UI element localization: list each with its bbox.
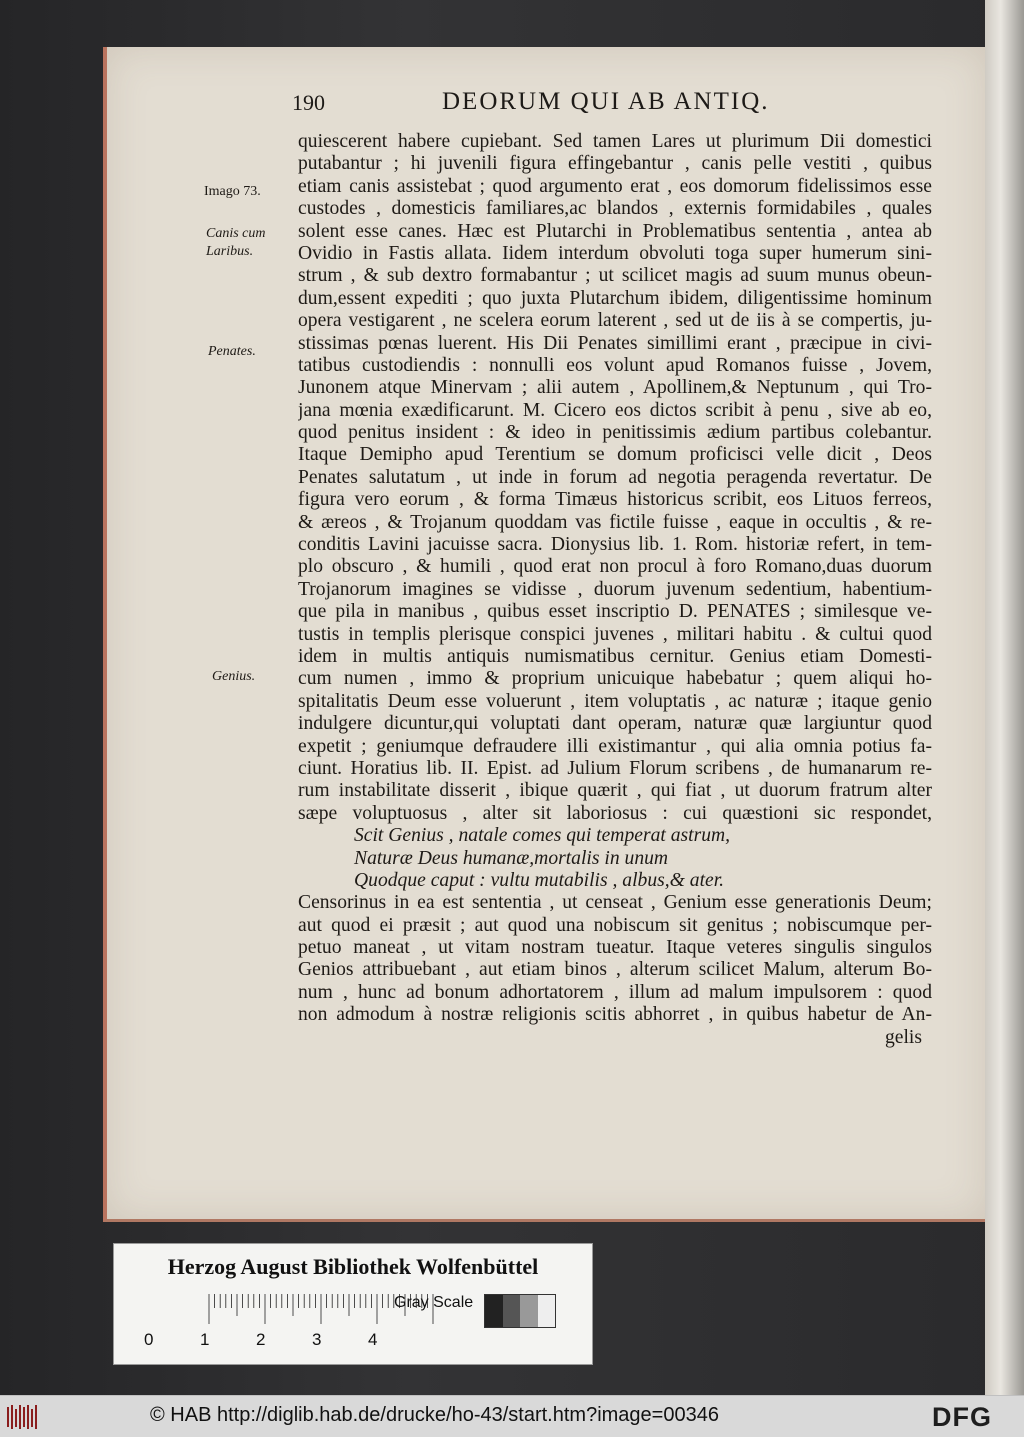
text-line: jana mœnia exædificarunt. M. Cicero eos dictos scribit à penu , sive ab eo, xyxy=(298,399,932,421)
text-line: strum , & sub dextro formabantur ; ut scilicet magis ad suum munus obeun- xyxy=(298,265,932,287)
text-line: & æreos , & Trojanum quoddam vas fictile fuisse , eaque in occultis , & re- xyxy=(298,511,932,533)
text-line: Trojanorum imagines se vidisse , duorum juvenum sedentium, habentium- xyxy=(298,578,932,600)
running-head: DEORUM QUI AB ANTIQ. xyxy=(442,88,770,115)
text-line: Ovidio in Fastis allata. Iidem interdum obvoluti toga super humerum sini- xyxy=(298,242,932,264)
margin-note-genius: Genius. xyxy=(212,669,256,684)
text-line: quiescerent habere cupiebant. Sed tamen Lares ut plurimum Dii domestici xyxy=(298,131,932,152)
gray-scale-swatches xyxy=(484,1294,556,1328)
text-line: Penates salutatum , ut inde in forum ad negotia peragenda revertatur. De xyxy=(298,466,932,488)
text-line: expetit ; geniumque defraudere illi existimantur , qui alia omnia potius fa- xyxy=(298,735,932,757)
page-number: 190 xyxy=(292,90,325,115)
text-line: custodes , domesticis familiares,ac blandos , externis formidabiles , quales xyxy=(298,198,932,220)
text-line: rum instabilitate disserit , ibique quærit , qui fiat , ut duorum fratrum alter xyxy=(298,780,932,802)
ruler-number: 4 xyxy=(368,1330,378,1349)
catchword: gelis xyxy=(884,1026,922,1048)
text-line: quod penitus insident : & ideo in penitissimis ædium partibus colebantur. xyxy=(298,422,932,444)
text-line: plo obscuro , & humili , quod erat non procul à foro Romano,duas duorum xyxy=(298,556,932,578)
library-label-card xyxy=(113,1243,593,1365)
text-line: stissimas pœnas luerent. His Dii Penates simillimi erant , præcipue in civi- xyxy=(298,332,932,354)
text-line: tustis in templis plerisque conspici juvenes , militari habitu . & cultui quod xyxy=(298,623,932,645)
text-line: tatibus custodiendis : nonnulli eos volunt apud Romanos fuisse , Jovem, xyxy=(298,354,932,376)
text-line: idem in multis antiquis numismatibus cernitur. Genius etiam Domesti- xyxy=(298,645,932,667)
footer-bar xyxy=(0,1395,1024,1437)
gray-scale-label: Gray Scale xyxy=(394,1294,474,1311)
text-line: Censorinus in ea est sententia , ut censeat , Genium esse generationis Deum; xyxy=(298,892,932,914)
text-line: spitalitatis Deum esse voluerunt , item voluptatis , ac naturæ ; itaque genio xyxy=(298,690,932,712)
citation-link[interactable]: © HAB http://diglib.hab.de/drucke/ho-43/start.htm?image=00346 xyxy=(150,1404,719,1426)
verse-line: Naturæ Deus humanæ,mortalis in unum xyxy=(354,847,669,869)
margin-note-canis: Canis cum Laribus. xyxy=(206,226,266,259)
hab-logo-icon xyxy=(6,1403,40,1431)
text-line: aut quod ei præsit ; aut quod una nobiscum sit genitus ; nobiscumque per- xyxy=(298,914,932,936)
text-line: figura vero eorum , & forma Timæus historicus scribit, eos Lituos ferreos, xyxy=(298,489,932,511)
text-line: etiam canis assistebat ; quod argumento erat , eos domorum fidelissimos esse xyxy=(298,175,932,197)
margin-note-penates: Penates. xyxy=(208,344,256,359)
ruler-number: 1 xyxy=(200,1330,210,1349)
text-line: petuo maneat , ut vitam nostram tueatur. Itaque veteres singulis singulos xyxy=(298,937,932,959)
text-line: opera vestigarent , ne scelera eorum laterent , sed ut de iis à se compertis, ju- xyxy=(298,310,932,332)
verse-line: Scit Genius , natale comes qui temperat astrum, xyxy=(354,825,731,847)
text-line: que pila in manibus , quibus esset inscriptio D. PENATES ; similesque ve- xyxy=(298,601,932,623)
text-line: ciunt. Horatius lib. II. Epist. ad Julium Florum scribens , de humanarum re- xyxy=(298,757,932,779)
page-edge-strip xyxy=(985,0,1024,1395)
text-line: dum,essent expediti ; quo juxta Plutarchum ibidem, diligentissime hominum xyxy=(298,287,932,309)
library-name: Herzog August Bibliothek Wolfenbüttel xyxy=(167,1254,539,1279)
text-line: putabantur ; hi juvenili figura effingebantur , canis pelle vestiti , quibus xyxy=(298,153,932,175)
text-line: Genios attribuebant , aut etiam binos , alterum scilicet Malum, alterum Bo- xyxy=(298,959,932,981)
ruler-number: 0 xyxy=(144,1330,154,1349)
dfg-logo: DFG xyxy=(932,1402,992,1432)
page-header xyxy=(292,88,812,120)
text-line: solent esse canes. Hæc est Plutarchi in Problematibus sententia , antea ab xyxy=(298,220,932,242)
text-line: Itaque Demipho apud Terentium se domum proficisci velle dicit , Deos xyxy=(298,444,932,466)
text-line: Junonem atque Minervam ; alii autem , Apollinem,& Neptunum , qui Tro- xyxy=(298,377,932,399)
ruler-number: 3 xyxy=(312,1330,322,1349)
text-line: sæpe voluptuosus , alter sit laboriosus : cui quæstioni sic respondet, xyxy=(298,802,932,824)
text-line: indulgere dicuntur,qui voluptati dant operam, naturæ quæ largiuntur quod xyxy=(298,713,932,735)
ruler-number: 2 xyxy=(256,1330,266,1349)
text-line: num , hunc ad bonum adhortatorem , illum ad malum impulsorem : quod xyxy=(298,981,932,1003)
verse-line: Quodque caput : vultu mutabilis , albus,& ater. xyxy=(354,869,725,891)
body-text xyxy=(298,131,932,1049)
text-line: non admodum à nostræ religionis scitis abhorret , in quibus habetur de An- xyxy=(298,1004,932,1026)
margin-note-imago: Imago 73. xyxy=(204,184,261,199)
text-line: conditis Lavini jacuisse sacra. Dionysius lib. 1. Rom. historiæ refert, in tem- xyxy=(298,534,932,556)
text-line: cum numen , immo & proprium unicuique habebatur ; quem aliqui ho- xyxy=(298,668,932,690)
